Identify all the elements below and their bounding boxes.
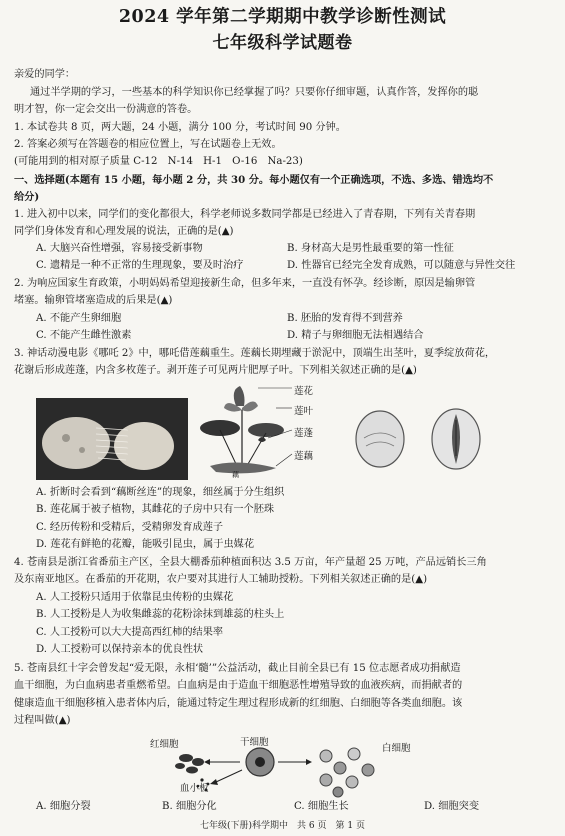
lotus-seed-whole <box>352 408 408 470</box>
lotus-root-photo <box>36 398 188 480</box>
q4-option-d: D. 人工授粉可以保持亲本的优良性状 <box>36 644 204 655</box>
q5-stem-4: 过程叫做(▲) <box>14 715 71 726</box>
section-1-heading-cont: 给分) <box>14 191 40 203</box>
q5-option-c: C. 细胞生长 <box>294 801 349 812</box>
q3-option-b: B. 莲花属于被子植物，其雌花的子房中只有一个胚珠 <box>36 504 275 515</box>
q2-option-a: A. 不能产生卵细胞 <box>36 313 122 324</box>
q3-option-a: A. 折断时会看到“藕断丝连”的现象，细丝属于分生组织 <box>36 487 285 498</box>
q4-stem-1: 4. 苍南县是浙江省番茄主产区，全县大棚番茄种植面积达 3.5 万亩，年产量超 25 万吨，产品远销长三角 <box>14 557 487 568</box>
q5-stem-3: 健康造血干细胞移植入患者体内后，能通过特定生理过程形成新的红细胞、白细胞等各类血细胞。该 <box>14 698 463 709</box>
q2-stem-1: 2. 为响应国家生育政策，小明妈妈希望迎接新生命，但多年来，一直没有怀孕。经诊断，原因是输卵管 <box>14 278 476 289</box>
q1-stem-2: 同学们身体发育和心理发展的说法，正确的是(▲) <box>14 226 234 237</box>
intro-line-2: 明才智，你一定会交出一份满意的答卷。 <box>14 104 198 115</box>
q1-option-b: B. 身材高大是男性最重要的第一性征 <box>287 243 454 254</box>
label-stem-cell: 干细胞 <box>240 737 269 748</box>
q4-stem-2: 及东南亚地区。在番茄的开花期，农户要对其进行人工辅助授粉。下列相关叙述正确的是(▲) <box>14 574 428 585</box>
q3-stem-2: 花谢后形成莲蓬，内含多枚莲子。剥开莲子可见两片肥厚子叶。下列相关叙述正确的是(▲) <box>14 365 417 376</box>
label-lotus-seedpod: 莲蓬 <box>294 428 314 439</box>
q1-option-c: C. 遗精是一种不正常的生理现象，要及时治疗 <box>36 260 244 271</box>
intro-line-1: 通过半学期的学习，一些基本的科学知识你已经掌握了吗？只要你仔细审题，认真作答，发挥你的聪 <box>30 87 479 98</box>
q2-option-d: D. 精子与卵细胞无法相遇结合 <box>287 330 424 341</box>
label-lotus-flower: 莲花 <box>294 386 314 397</box>
note-1: 1. 本试卷共 8 页，两大题，24 小题，满分 100 分，考试时间 90 分钟。 <box>14 122 346 133</box>
section-1-heading: 一、选择题(本题有 15 小题，每小题 2 分，共 30 分。每小题仅有一个正确选项，不选、多选、错选均不 <box>14 174 494 186</box>
q4-option-b: B. 人工授粉是人为收集雌蕊的花粉涂抹到雄蕊的柱头上 <box>36 609 285 620</box>
exam-title: 2024 学年第二学期期中教学诊断性测试 <box>118 7 447 27</box>
label-white-blood-cell: 白细胞 <box>382 743 411 754</box>
label-red-blood-cell: 红细胞 <box>150 739 179 750</box>
q4-option-a: A. 人工授粉只适用于依靠昆虫传粉的虫媒花 <box>36 592 234 603</box>
lotus-seed-section <box>428 406 484 472</box>
greeting: 亲爱的同学： <box>14 69 76 80</box>
label-lotus-root: 莲藕 <box>294 451 314 462</box>
label-platelet: 血小板 <box>180 783 209 794</box>
q1-option-d: D. 性器官已经完全发育成熟，可以随意与异性交往 <box>287 260 516 271</box>
q5-stem-1: 5. 苍南县红十字会曾发起“爱无限，永相‘髓’”公益活动，截止目前全县已有 15 位志愿者成功捐献造 <box>14 663 461 674</box>
q1-option-a: A. 大脑兴奋性增强，容易接受新事物 <box>36 243 203 254</box>
label-lotus-root-small: 藕 <box>232 471 239 479</box>
q2-stem-2: 堵塞。输卵管堵塞造成的后果是(▲) <box>14 295 173 306</box>
q4-option-c: C. 人工授粉可以大大提高西红柿的结果率 <box>36 627 224 638</box>
page-footer: 七年级(下册)科学期中 共 6 页 第 1 页 <box>200 821 365 831</box>
q5-option-a: A. 细胞分裂 <box>36 801 91 812</box>
q1-stem-1: 1. 进入初中以来，同学们的变化都很大，科学老师说多数同学都是已经进入了青春期，下列有关青春期 <box>14 209 476 220</box>
q5-stem-2: 血干细胞，为白血病患者重燃希望。白血病是由于造血干细胞恶性增殖导致的血液疾病，而捐献者的 <box>14 680 463 691</box>
q2-option-b: B. 胚胎的发育得不到营养 <box>287 313 403 324</box>
label-lotus-leaf: 莲叶 <box>294 406 314 417</box>
q3-option-d: D. 莲花有鲜艳的花瓣，能吸引昆虫，属于虫媒花 <box>36 539 255 550</box>
q5-option-b: B. 细胞分化 <box>162 801 217 812</box>
q3-option-c: C. 经历传粉和受精后，受精卵发育成莲子 <box>36 522 224 533</box>
q2-option-c: C. 不能产生雌性激素 <box>36 330 132 341</box>
q3-stem-1: 3. 神话动漫电影《哪吒 2》中，哪吒借莲藕重生。莲藕长期埋藏于淤泥中，顶端生出茎叶，夏季绽放荷花， <box>14 348 496 359</box>
note-2: 2. 答案必须写在答题卷的相应位置上，写在试题卷上无效。 <box>14 139 282 150</box>
q5-option-d: D. 细胞突变 <box>424 801 480 812</box>
note-atomic-mass: (可能用到的相对原子质量 C-12 N-14 H-1 O-16 Na-23) <box>14 156 303 167</box>
exam-subtitle: 七年级科学试题卷 <box>212 33 353 53</box>
